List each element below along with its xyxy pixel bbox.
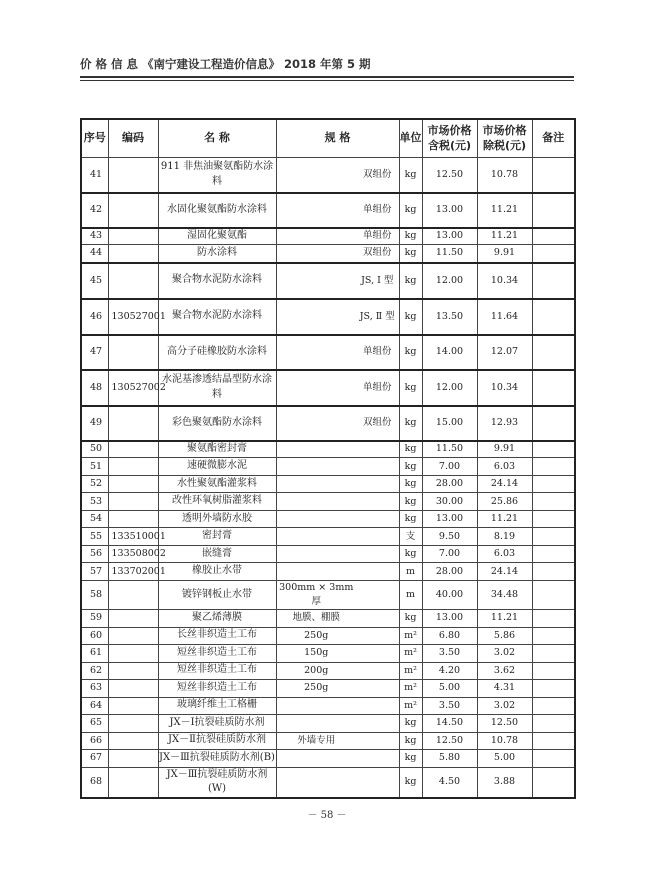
row-remark — [532, 609, 575, 627]
row-price-tax: 12.50 — [422, 732, 477, 749]
row-name: 湿固化聚氨酯 — [158, 228, 276, 245]
row-code — [108, 749, 158, 767]
row-spec-type — [356, 546, 399, 563]
row-price-notax: 9.91 — [477, 245, 532, 263]
row-remark — [532, 563, 575, 581]
row-spec: 地膜、棚膜 — [276, 609, 356, 627]
row-remark — [532, 714, 575, 732]
row-remark — [532, 458, 575, 476]
row-spec-type — [356, 476, 399, 493]
row-spec — [276, 697, 356, 714]
row-name: 聚合物水泥防水涂料 — [158, 299, 276, 335]
table-row — [81, 581, 575, 610]
row-remark — [532, 528, 575, 546]
row-code — [108, 158, 158, 193]
row-name: 透明外墙防水胶 — [158, 511, 276, 528]
row-spec — [276, 228, 356, 245]
row-unit: kg — [399, 609, 422, 627]
row-price-tax: 7.00 — [422, 458, 477, 476]
row-price-notax: 5.86 — [477, 627, 532, 644]
row-remark — [532, 193, 575, 228]
row-unit: kg — [399, 158, 422, 193]
row-price-tax: 11.50 — [422, 245, 477, 263]
row-price-tax: 13.00 — [422, 228, 477, 245]
row-price-notax: 11.21 — [477, 609, 532, 627]
row-no: 44 — [81, 245, 108, 263]
row-name: 密封膏 — [158, 528, 276, 546]
row-no: 52 — [81, 476, 108, 493]
row-spec-type — [356, 697, 399, 714]
row-price-tax: 7.00 — [422, 546, 477, 563]
row-no: 41 — [81, 158, 108, 193]
table-row — [81, 627, 575, 644]
row-unit: m² — [399, 627, 422, 644]
row-spec-type — [356, 528, 399, 546]
row-code — [108, 511, 158, 528]
row-spec-type — [356, 609, 399, 627]
row-spec: 250g — [276, 679, 356, 697]
row-spec — [276, 263, 356, 299]
page-number: － 58 － — [307, 810, 347, 821]
row-no: 47 — [81, 335, 108, 370]
row-price-tax: 5.80 — [422, 749, 477, 767]
row-price-tax: 9.50 — [422, 528, 477, 546]
row-price-tax: 12.50 — [422, 158, 477, 193]
row-unit: kg — [399, 714, 422, 732]
row-spec-type — [356, 714, 399, 732]
row-spec — [276, 493, 356, 511]
row-no: 51 — [81, 458, 108, 476]
row-price-tax: 28.00 — [422, 476, 477, 493]
row-code — [108, 263, 158, 299]
row-spec — [276, 441, 356, 458]
row-name: 橡胶止水带 — [158, 563, 276, 581]
row-price-notax: 11.64 — [477, 299, 532, 335]
row-unit: kg — [399, 245, 422, 263]
row-price-notax: 24.14 — [477, 563, 532, 581]
row-remark — [532, 732, 575, 749]
row-price-notax: 3.02 — [477, 697, 532, 714]
row-price-tax: 30.00 — [422, 493, 477, 511]
row-price-tax: 40.00 — [422, 581, 477, 610]
row-name: 水固化聚氨酯防水涂料 — [158, 193, 276, 228]
row-no: 56 — [81, 546, 108, 563]
table-row — [81, 644, 575, 662]
row-price-notax: 11.21 — [477, 193, 532, 228]
table-row — [81, 476, 575, 493]
row-code: 130527001 — [108, 299, 158, 335]
row-price-tax: 15.00 — [422, 406, 477, 441]
row-unit: kg — [399, 732, 422, 749]
header-unit: 单位 — [399, 119, 422, 158]
row-unit: m² — [399, 662, 422, 679]
row-name: 镀锌钢板止水带 — [158, 581, 276, 610]
row-code — [108, 732, 158, 749]
row-remark — [532, 476, 575, 493]
row-price-notax: 12.93 — [477, 406, 532, 441]
header-code: 编码 — [108, 119, 158, 158]
row-spec — [276, 476, 356, 493]
row-unit: kg — [399, 299, 422, 335]
table-row — [81, 406, 575, 441]
price-table — [80, 118, 576, 799]
row-unit: kg — [399, 406, 422, 441]
row-name: 长丝非织造土工布 — [158, 627, 276, 644]
row-price-tax: 12.00 — [422, 370, 477, 406]
row-spec-type — [356, 581, 399, 610]
header-remark: 备注 — [532, 119, 575, 158]
row-code — [108, 714, 158, 732]
row-unit: kg — [399, 370, 422, 406]
table-row — [81, 370, 575, 406]
row-price-notax: 9.91 — [477, 441, 532, 458]
table-row — [81, 546, 575, 563]
row-code — [108, 458, 158, 476]
header-price-notax: 市场价格除税(元) — [477, 119, 532, 158]
row-spec-type: 单组份 — [356, 335, 399, 370]
row-remark — [532, 627, 575, 644]
row-no: 64 — [81, 697, 108, 714]
row-spec — [276, 406, 356, 441]
row-code — [108, 609, 158, 627]
row-unit: kg — [399, 228, 422, 245]
row-code — [108, 476, 158, 493]
row-unit: m² — [399, 679, 422, 697]
row-spec-type: 双组份 — [356, 158, 399, 193]
table-row — [81, 193, 575, 228]
row-name: JX－Ⅲ抗裂硅质防水剂(W) — [158, 767, 276, 798]
row-remark — [532, 406, 575, 441]
row-spec: 150g — [276, 644, 356, 662]
row-spec-type — [356, 749, 399, 767]
row-unit: kg — [399, 335, 422, 370]
row-name: JX－Ⅰ抗裂硅质防水剂 — [158, 714, 276, 732]
row-no: 55 — [81, 528, 108, 546]
table-row — [81, 335, 575, 370]
row-spec-type: 单组份 — [356, 228, 399, 245]
row-unit: kg — [399, 546, 422, 563]
row-spec-type — [356, 458, 399, 476]
table-row — [81, 679, 575, 697]
row-unit: m — [399, 581, 422, 610]
row-code — [108, 335, 158, 370]
row-code — [108, 493, 158, 511]
row-remark — [532, 679, 575, 697]
row-code — [108, 581, 158, 610]
row-unit: kg — [399, 493, 422, 511]
row-code — [108, 193, 158, 228]
row-remark — [532, 370, 575, 406]
row-no: 66 — [81, 732, 108, 749]
row-price-tax: 5.00 — [422, 679, 477, 697]
row-spec-type — [356, 441, 399, 458]
row-remark — [532, 441, 575, 458]
row-name: 彩色聚氨酯防水涂料 — [158, 406, 276, 441]
row-spec-type: 单组份 — [356, 370, 399, 406]
row-code — [108, 767, 158, 798]
row-remark — [532, 546, 575, 563]
row-price-tax: 11.50 — [422, 441, 477, 458]
row-no: 57 — [81, 563, 108, 581]
row-spec-type — [356, 662, 399, 679]
row-no: 42 — [81, 193, 108, 228]
row-spec-type — [356, 511, 399, 528]
row-spec-type — [356, 679, 399, 697]
row-remark — [532, 263, 575, 299]
row-code — [108, 662, 158, 679]
row-remark — [532, 749, 575, 767]
row-no: 63 — [81, 679, 108, 697]
row-name: 改性环氧树脂灌浆料 — [158, 493, 276, 511]
row-name: 嵌缝膏 — [158, 546, 276, 563]
row-spec: 200g — [276, 662, 356, 679]
row-unit: kg — [399, 749, 422, 767]
row-no: 62 — [81, 662, 108, 679]
row-price-notax: 3.02 — [477, 644, 532, 662]
row-price-notax: 10.78 — [477, 158, 532, 193]
table-row — [81, 299, 575, 335]
row-no: 59 — [81, 609, 108, 627]
row-price-notax: 5.00 — [477, 749, 532, 767]
row-price-tax: 12.00 — [422, 263, 477, 299]
row-price-tax: 14.50 — [422, 714, 477, 732]
header-price-tax: 市场价格含税(元) — [422, 119, 477, 158]
row-spec — [276, 528, 356, 546]
row-price-notax: 6.03 — [477, 458, 532, 476]
row-name: 水泥基渗透结晶型防水涂料 — [158, 370, 276, 406]
row-code — [108, 644, 158, 662]
row-unit: kg — [399, 767, 422, 798]
row-no: 65 — [81, 714, 108, 732]
header-rule — [80, 76, 574, 81]
row-price-notax: 6.03 — [477, 546, 532, 563]
row-code: 133508002 — [108, 546, 158, 563]
row-no: 45 — [81, 263, 108, 299]
row-remark — [532, 335, 575, 370]
row-remark — [532, 299, 575, 335]
row-price-tax: 3.50 — [422, 644, 477, 662]
row-no: 67 — [81, 749, 108, 767]
row-spec — [276, 714, 356, 732]
row-price-tax: 13.00 — [422, 193, 477, 228]
table-row — [81, 714, 575, 732]
row-price-notax: 8.19 — [477, 528, 532, 546]
row-price-tax: 14.00 — [422, 335, 477, 370]
table-row — [81, 441, 575, 458]
row-spec — [276, 767, 356, 798]
row-name: 水性聚氨酯灌浆料 — [158, 476, 276, 493]
row-unit: kg — [399, 441, 422, 458]
row-unit: 支 — [399, 528, 422, 546]
row-price-tax: 4.50 — [422, 767, 477, 798]
row-spec — [276, 546, 356, 563]
row-code — [108, 406, 158, 441]
row-spec-type: 双组份 — [356, 245, 399, 263]
row-price-notax: 12.07 — [477, 335, 532, 370]
page-header: 价 格 信 息 《南宁建设工程造价信息》 2018 年第 5 期 — [80, 57, 371, 71]
row-code — [108, 679, 158, 697]
table-row — [81, 493, 575, 511]
row-spec — [276, 563, 356, 581]
row-price-tax: 3.50 — [422, 697, 477, 714]
row-spec-type — [356, 732, 399, 749]
row-code: 133702001 — [108, 563, 158, 581]
table-row — [81, 767, 575, 798]
row-spec — [276, 335, 356, 370]
row-price-tax: 4.20 — [422, 662, 477, 679]
row-unit: m² — [399, 644, 422, 662]
row-unit: kg — [399, 458, 422, 476]
row-unit: kg — [399, 193, 422, 228]
header-spec: 规 格 — [276, 119, 399, 158]
row-price-notax: 10.34 — [477, 370, 532, 406]
row-name: 玻璃纤维土工格栅 — [158, 697, 276, 714]
row-no: 53 — [81, 493, 108, 511]
row-spec — [276, 299, 356, 335]
row-code — [108, 245, 158, 263]
row-name: 速硬微膨水泥 — [158, 458, 276, 476]
row-remark — [532, 767, 575, 798]
table-row — [81, 662, 575, 679]
table-row — [81, 609, 575, 627]
row-name: 911 非焦油聚氨酯防水涂料 — [158, 158, 276, 193]
row-spec-type — [356, 563, 399, 581]
row-spec — [276, 245, 356, 263]
row-unit: kg — [399, 476, 422, 493]
row-remark — [532, 644, 575, 662]
table-row — [81, 697, 575, 714]
row-remark — [532, 511, 575, 528]
row-spec — [276, 511, 356, 528]
row-spec — [276, 458, 356, 476]
table-row — [81, 563, 575, 581]
row-spec-type — [356, 767, 399, 798]
row-spec — [276, 370, 356, 406]
row-no: 58 — [81, 581, 108, 610]
row-price-notax: 3.88 — [477, 767, 532, 798]
row-code: 130527002 — [108, 370, 158, 406]
row-code: 133510001 — [108, 528, 158, 546]
row-no: 49 — [81, 406, 108, 441]
row-remark — [532, 697, 575, 714]
row-price-notax: 10.78 — [477, 732, 532, 749]
row-name: 短丝非织造土工布 — [158, 679, 276, 697]
row-name: 聚乙烯薄膜 — [158, 609, 276, 627]
row-spec-type: 双组份 — [356, 406, 399, 441]
row-price-notax: 4.31 — [477, 679, 532, 697]
row-name: JX－Ⅲ抗裂硅质防水剂(B) — [158, 749, 276, 767]
row-price-tax: 13.00 — [422, 609, 477, 627]
row-remark — [532, 662, 575, 679]
table-row — [81, 732, 575, 749]
row-remark — [532, 581, 575, 610]
row-unit: kg — [399, 263, 422, 299]
row-name: 高分子硅橡胶防水涂料 — [158, 335, 276, 370]
row-code — [108, 441, 158, 458]
row-price-tax: 13.50 — [422, 299, 477, 335]
row-spec-type: JS, Ⅱ 型 — [356, 299, 399, 335]
row-spec-type — [356, 644, 399, 662]
row-no: 61 — [81, 644, 108, 662]
table-row — [81, 245, 575, 263]
row-code — [108, 627, 158, 644]
row-unit: kg — [399, 511, 422, 528]
row-spec — [276, 749, 356, 767]
header-no: 序号 — [81, 119, 108, 158]
row-remark — [532, 493, 575, 511]
row-no: 50 — [81, 441, 108, 458]
row-name: 短丝非织造土工布 — [158, 644, 276, 662]
row-spec: 250g — [276, 627, 356, 644]
row-price-tax: 6.80 — [422, 627, 477, 644]
table-row — [81, 749, 575, 767]
row-name: JX－Ⅱ抗裂硅质防水剂 — [158, 732, 276, 749]
row-spec — [276, 193, 356, 228]
row-remark — [532, 158, 575, 193]
row-price-notax: 11.21 — [477, 511, 532, 528]
row-price-notax: 24.14 — [477, 476, 532, 493]
row-price-notax: 34.48 — [477, 581, 532, 610]
row-price-notax: 25.86 — [477, 493, 532, 511]
row-price-notax: 11.21 — [477, 228, 532, 245]
row-spec-type: 单组份 — [356, 193, 399, 228]
row-name: 防水涂料 — [158, 245, 276, 263]
row-spec — [276, 158, 356, 193]
row-spec-type — [356, 627, 399, 644]
table-row — [81, 263, 575, 299]
row-no: 43 — [81, 228, 108, 245]
row-no: 46 — [81, 299, 108, 335]
table-row — [81, 528, 575, 546]
row-name: 短丝非织造土工布 — [158, 662, 276, 679]
row-spec-type — [356, 493, 399, 511]
header-name: 名 称 — [158, 119, 276, 158]
row-no: 60 — [81, 627, 108, 644]
row-code — [108, 697, 158, 714]
row-remark — [532, 228, 575, 245]
table-row — [81, 458, 575, 476]
table-row — [81, 158, 575, 193]
row-spec: 300mm × 3mm 厚 — [276, 581, 356, 610]
row-price-notax: 10.34 — [477, 263, 532, 299]
table-header-row — [81, 119, 575, 158]
row-price-notax: 12.50 — [477, 714, 532, 732]
row-unit: m — [399, 563, 422, 581]
row-price-notax: 3.62 — [477, 662, 532, 679]
row-remark — [532, 245, 575, 263]
table-row — [81, 228, 575, 245]
row-no: 68 — [81, 767, 108, 798]
row-price-tax: 13.00 — [422, 511, 477, 528]
row-unit: m² — [399, 697, 422, 714]
row-no: 54 — [81, 511, 108, 528]
row-spec-type: JS, Ⅰ 型 — [356, 263, 399, 299]
row-no: 48 — [81, 370, 108, 406]
table-row — [81, 511, 575, 528]
row-spec: 外墙专用 — [276, 732, 356, 749]
row-name: 聚氨酯密封膏 — [158, 441, 276, 458]
row-code — [108, 228, 158, 245]
row-price-tax: 28.00 — [422, 563, 477, 581]
row-name: 聚合物水泥防水涂料 — [158, 263, 276, 299]
